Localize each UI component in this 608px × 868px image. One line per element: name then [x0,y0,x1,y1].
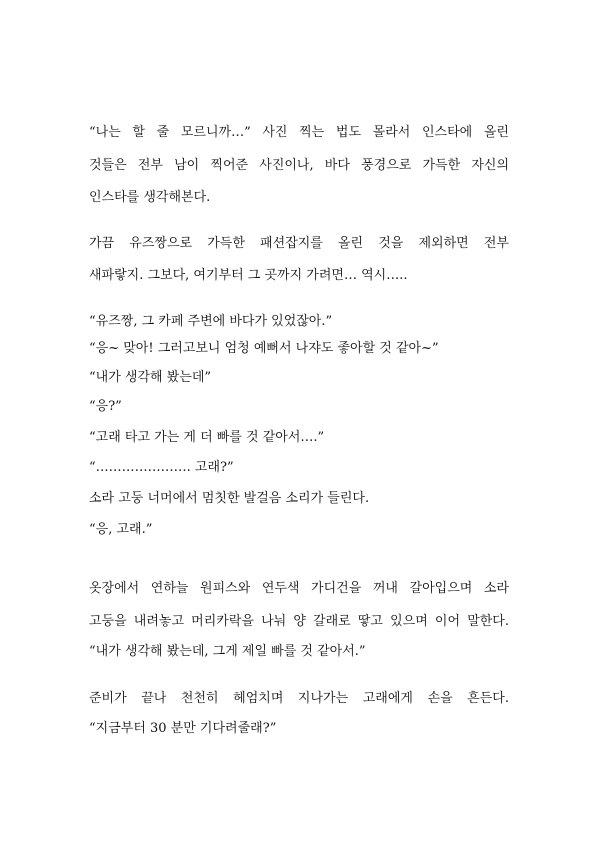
dialogue-line-5: “고래 타고 가는 게 더 빠를 것 같아서….” [89,430,325,445]
paragraph-1-line-3: 인스타를 생각해본다. [89,190,211,205]
paragraph-5-line-2: “지금부터 30 분만 기다려줄래?” [89,721,277,736]
paragraph-4-line-3: “내가 생각해 봤는데, 그게 제일 빠를 것 같아서.” [89,644,366,659]
paragraph-2-line-1: 가끔 유즈짱으로 가득한 패션잡지를 올린 것을 제외하면 전부 [89,236,509,251]
paragraph-1-line-2: 것들은 전부 남이 찍어준 사진이나, 바다 풍경으로 가득한 자신의 [89,158,509,173]
dialogue-line-7: 소라 고둥 너머에서 멈칫한 발걸음 소리가 들린다. [89,491,370,506]
dialogue-line-4: “응?” [89,399,122,414]
dialogue-line-1: “유즈짱, 그 카페 주변에 바다가 있었잖아.” [89,314,333,329]
paragraph-1-line-1: “나는 할 줄 모르니까…” 사진 찍는 법도 몰라서 인스타에 올린 [89,125,509,140]
paragraph-4-line-2: 고둥을 내려놓고 머리카락을 나눠 양 갈래로 땋고 있으며 이어 말한다. [89,614,509,629]
dialogue-line-8: “응, 고래.” [89,522,153,537]
dialogue-line-6: “…………………. 고래?” [89,460,234,475]
paragraph-2-line-2: 새파랗지. 그보다, 여기부터 그 곳까지 가려면… 역시….. [89,268,408,283]
paragraph-4-line-1: 옷장에서 연하늘 원피스와 연두색 가디건을 꺼내 갈아입으며 소라 [89,581,509,596]
dialogue-line-3: “내가 생각해 봤는데” [89,370,212,385]
paragraph-5-line-1: 준비가 끝나 천천히 헤엄치며 지나가는 고래에게 손을 흔든다. [89,691,509,706]
dialogue-line-2: “응~ 맞아! 그러고보니 엄청 예뻐서 나쟈도 좋아할 것 같아~” [89,341,439,356]
